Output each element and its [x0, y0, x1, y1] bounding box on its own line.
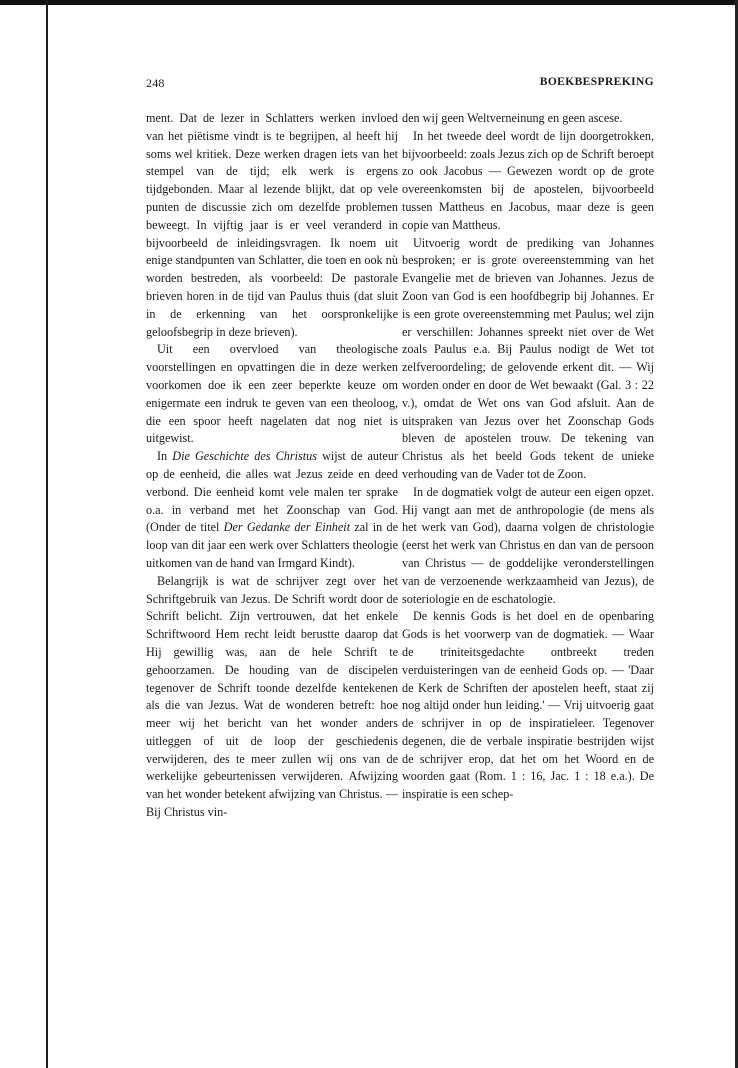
right-paragraph-1: den wij geen Weltverneinung en geen ascese. — [402, 111, 623, 125]
right-paragraph-5: De kennis Gods is het doel en de openbaring Gods is het voorwerp van de dogmatiek. — Waar de triniteitsgedachte ontbreekt treden verduisteringen van de eenheid Gods op. — 'Daar de Kerk de Schriften der apostelen heeft, staat zij nog altijd onder hun leiding.' — Vrij uitvoerig gaat de schrijver in op de inspiratieleer. Tegenover degenen, die de verbale inspiratie bestrijden wijst de schrijver erop, dat het om het Woord en de woorden gaat (Rom. 1 : 16, Jac. 1 : 18 e.a.). De inspiratie is een schep- — [402, 609, 654, 802]
right-paragraph-4: In de dogmatiek volgt de auteur een eigen opzet. Hij vangt aan met de anthropologie (de mens als het werk van God), daarna volgen de christologie (eerst het werk van Christus en dan van de persoon van Christus — de goddelijke veronderstellingen van de verzoenende werkzaamheid van Jezus), de soteriologie en de eschatologie. — [402, 484, 654, 606]
scan-border-top — [0, 0, 738, 5]
right-paragraph-3: Uitvoerig wordt de prediking van Johannes besproken; er is grote overeenstemming van het Evangelie met de brieven van Johannes. Jezus de Zoon van God is een hoofdbegrip bij Johannes. Er is een grote overeenstemming met Paulus; wel zijn er verschillen: Johannes spreekt niet over de Wet zoals Paulus e.a. Bij Paulus nodigt de Wet tot zelfveroordeling; de gelovende erkent dit. — Wij worden onder en door de Wet bewaakt (Gal. 3 : 22 v.), omdat de Wet ons van God afsluit. Aan de uitspraken van Jezus over het Zoonschap Gods bleven de apostelen trouw. De tekening van Christus als het beeld Gods tekent de unieke verhouding van de Vader tot de Zoon. — [402, 235, 654, 481]
left-paragraph-4: Belangrijk is wat de schrijver zegt over het Schriftgebruik van Jezus. De Schrift wordt door de Schrift belicht. Zijn vertrouwen, dat het enkele Schriftwoord Hem recht leidt berustte daarop dat Hij gewillig was, aan de hele Schrift te gehoorzamen. De houding van de discipelen tegenover de Schrift toonde dezelfde kentekenen als die van Jezus. Wat de wonderen betreft: hoe meer wij het bericht van het wonder anders uitleggen of uit de loop der geschiedenis verwijderen, des te meer zullen wij ons van de werkelijke gebeurtenissen verwijderen. Afwijzing van het wonder betekent afwijzing van Christus. — Bij Christus vin- — [146, 573, 398, 820]
book-title-geschichte: Die Geschichte des Christus — [172, 449, 317, 464]
right-paragraph-2: In het tweede deel wordt de lijn doorgetrokken, bijvoorbeeld: zoals Jezus zich op de Schrift beroept zo ook Jacobus — Gewezen wordt op de grote overeenkomsten bij de apostelen, bijvoorbeeld tussen Mattheus en Jacobus, maar deze is geen copie van Mattheus. — [402, 128, 654, 232]
left-paragraph-3-text-c: zal in de loop van dit jaar een werk over Schlatters theologie uitkomen van de hand van Irmgard Kindt). — [146, 520, 398, 570]
left-column — [146, 110, 398, 822]
right-column — [402, 110, 654, 804]
left-paragraph-2: Uit een overvloed van theologische voorstellingen en opvattingen die in deze werken voorkomen doe ik een zeer beperkte keuze om enigermate een indruk te geven van een theoloog, die een spoor heeft nagelaten dat nog niet is uitgewist. — [146, 342, 398, 446]
book-title-gedanke: Der Gedanke der Einheit — [223, 520, 351, 535]
left-paragraph-3 — [146, 448, 398, 573]
running-head: BOEKBESPREKING — [539, 76, 654, 88]
scan-border-left — [46, 0, 48, 1068]
left-paragraph-3-text-a: In — [157, 449, 173, 464]
page-number: 248 — [146, 76, 165, 90]
left-paragraph-1: ment. Dat de lezer in Schlatters werken invloed van het piëtisme vindt is te begrijpen, al heeft hij soms wel kritiek. Deze werken dragen iets van het stempel van de tijd; elk werk is ergens tijdgebonden. Maar al lezende blijkt, dat op vele punten de discussie zich om dezelfde problemen beweegt. In vijftig jaar is er veel veranderd in bijvoorbeeld de inleidingsvragen. Ik noem uit enige standpunten van Schlatter, die toen en ook nù worden bestreden, als voorbeeld: De pastorale brieven horen in de tijd van Paulus thuis (dat sluit in de erkenning van het oorspronkelijke geloofsbegrip in deze brieven). — [146, 111, 398, 339]
left-paragraph-3-text-b: wijst de auteur op de eenheid, die alles wat Jezus zeide en deed verbond. Die eenheid komt vele malen ter sprake o.a. in verband met het Zoonschap van God. (Onder de titel — [146, 449, 398, 535]
